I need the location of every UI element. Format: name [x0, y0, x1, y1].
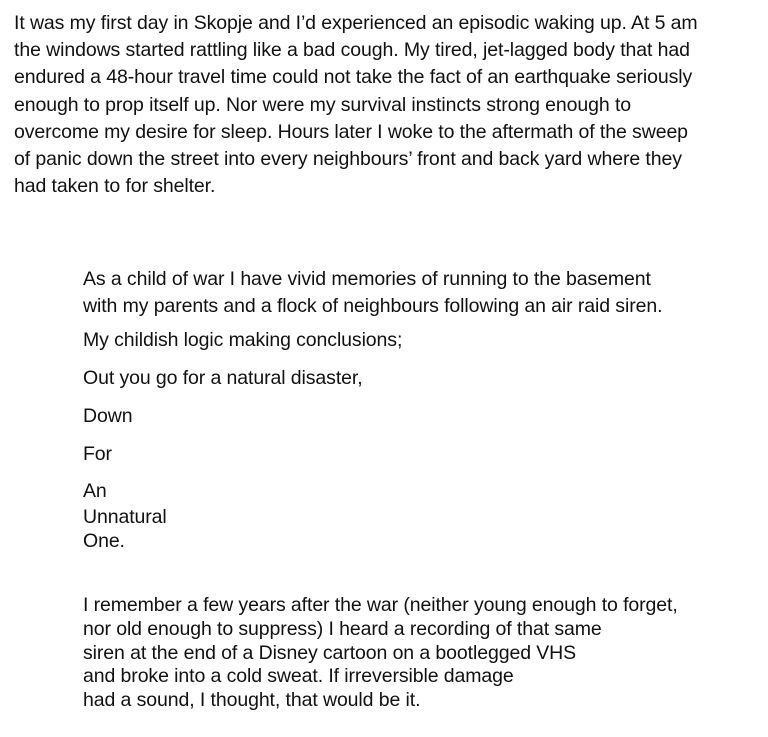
poem-line: An — [83, 480, 107, 502]
poem-line: and broke into a cold sweat. If irreversible damage — [83, 665, 514, 687]
poem-line: siren at the end of a Disney cartoon on a bootlegged VHS — [83, 642, 577, 664]
intro-line: endured a 48-hour travel time could not take the fact of an earthquake seriously — [14, 66, 693, 89]
intro-line: the windows started rattling like a bad cough. My tired, jet-lagged body that had — [14, 39, 690, 62]
poem-stanza-two — [83, 593, 743, 713]
poem-line: nor old enough to suppress) I heard a recording of that same — [83, 618, 602, 640]
poem-line: One. — [83, 530, 125, 552]
poem-stanza-one — [83, 266, 743, 556]
intro-line: overcome my desire for sleep. Hours later I woke to the aftermath of the sweep — [14, 120, 688, 143]
intro-paragraph — [14, 10, 762, 200]
poem-line: with my parents and a flock of neighbours following an air raid siren. — [83, 295, 663, 317]
intro-line: enough to prop itself up. Nor were my survival instincts strong enough to — [14, 93, 632, 116]
poem-line: I remember a few years after the war (neither young enough to forget, — [83, 594, 678, 616]
intro-line: of panic down the street into every neighbours’ front and back yard where they — [14, 148, 682, 171]
intro-line: It was my first day in Skopje and I’d experienced an episodic waking up. At 5 am — [14, 12, 698, 34]
poem-line: Out you go for a natural disaster, — [83, 367, 363, 389]
poem-line: had a sound, I thought, that would be it. — [83, 689, 421, 711]
poem-line: My childish logic making conclusions; — [83, 329, 403, 351]
poem-line: Unnatural — [83, 506, 167, 528]
poem-line: Down — [83, 405, 133, 427]
poem-line: For — [83, 443, 112, 465]
poem-line: As a child of war I have vivid memories of running to the basement — [83, 268, 651, 290]
intro-line: had taken to for shelter. — [14, 175, 216, 198]
